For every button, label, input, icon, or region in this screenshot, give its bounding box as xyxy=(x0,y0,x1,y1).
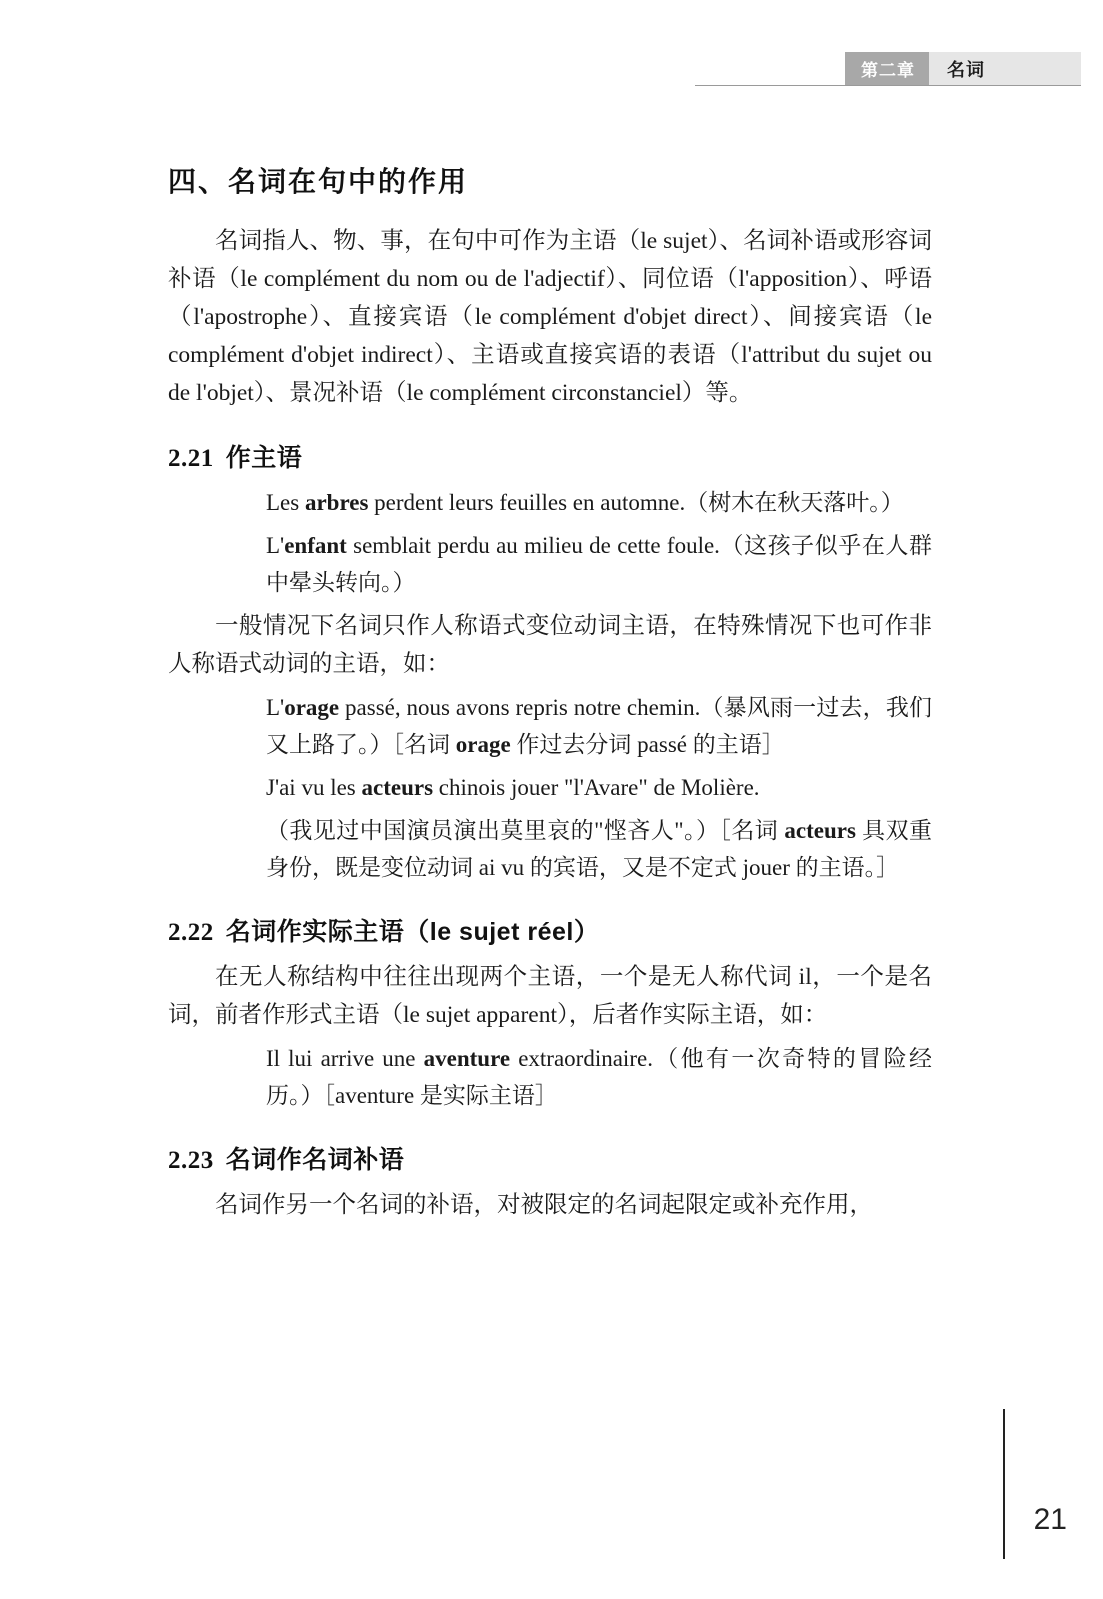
subsection-title: 作主语 xyxy=(225,444,303,472)
subsection-number: 2.23 xyxy=(168,1147,214,1174)
subsection-number: 2.22 xyxy=(168,919,214,946)
header-chapter-title: 名词 xyxy=(929,52,1081,85)
subsection-note: 名词作另一个名词的补语，对被限定的名词起限定或补充作用， xyxy=(215,1192,873,1218)
example-item: （我见过中国演员演出莫里哀的"悭吝人"。）［名词 acteurs 具双重身份，既是变位动词 ai vu 的宾语，又是不定式 jouer 的主语。］ xyxy=(266,818,933,880)
subsection-title: 名词作名词补语 xyxy=(225,1146,405,1174)
example-item: J'ai vu les acteurs chinois jouer "l'Avare" de Molière. xyxy=(266,775,760,800)
header-chapter-label: 第二章 xyxy=(845,52,929,85)
subsection-note: 在无人称结构中往往出现两个主语，一个是无人称代词 il，一个是名词，前者作形式主语（le sujet apparent），后者作实际主语，如： xyxy=(168,964,932,1028)
page-content xyxy=(168,160,932,1230)
header-tag-group xyxy=(845,52,1081,85)
running-head xyxy=(0,52,1103,86)
subsection-heading-2-21 xyxy=(168,438,932,474)
example-item: Il lui arrive une aventure extraordinaire.（他有一次奇特的冒险经历。）［aventure 是实际主语］ xyxy=(266,1046,932,1108)
section-intro-paragraph: 名词指人、物、事，在句中可作为主语（le sujet）、名词补语或形容词补语（le complément du nom ou de l'adjectif）、同位语（l'apposition）、呼语（l'apostrophe）、直接宾语（le complément d'objet direct）、间接宾语（le complément d'objet indirect）、主语或直接宾语的表语（l'attribut du sujet ou de l'objet）、景况补语（le complément circonstanciel）等。 xyxy=(168,228,932,406)
subsection-title: 名词作实际主语（le sujet réel） xyxy=(225,918,600,946)
section-title: 四、名词在句中的作用 xyxy=(168,166,469,197)
example-item: L'orage passé, nous avons repris notre chemin.（暴风雨一过去，我们又上路了。）［名词 orage 作过去分词 passé 的主语］ xyxy=(266,695,932,757)
page-number-rule xyxy=(1003,1409,1005,1559)
page-number: 21 xyxy=(1033,1503,1067,1536)
header-rule xyxy=(695,85,1081,86)
subsection-heading-2-23 xyxy=(168,1140,932,1176)
subsection-note: 一般情况下名词只作人称语式变位动词主语，在特殊情况下也可作非人称语式动词的主语，如： xyxy=(168,613,932,677)
subsection-number: 2.21 xyxy=(168,445,214,472)
example-item: L'enfant semblait perdu au milieu de cette foule.（这孩子似乎在人群中晕头转向。） xyxy=(266,533,932,595)
example-item: Les arbres perdent leurs feuilles en automne.（树木在秋天落叶。） xyxy=(266,490,904,515)
subsection-heading-2-22 xyxy=(168,912,932,948)
